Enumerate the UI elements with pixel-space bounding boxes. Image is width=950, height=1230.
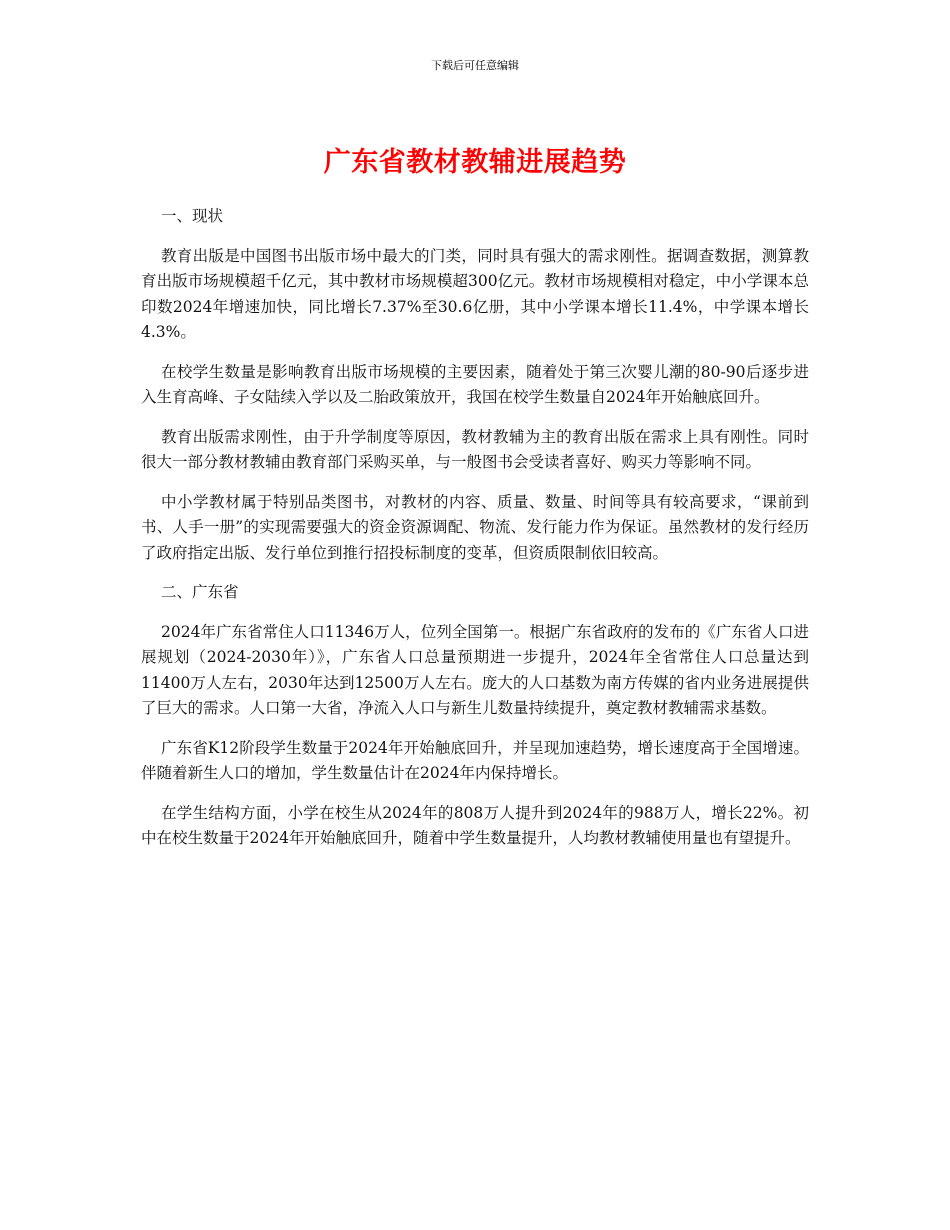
- document-body: [141, 204, 809, 866]
- section-heading-status: 一、现状: [161, 207, 224, 225]
- document-title: 广东省教材教辅进展趋势: [323, 147, 627, 178]
- paragraph: 教育出版需求刚性，由于升学制度等原因，教材教辅为主的教育出版在需求上具有刚性。同时很大一部分教材教辅由教育部门采购买单，与一般图书会受读者喜好、购买力等影响不同。: [141, 427, 809, 471]
- paragraph: 教育出版是中国图书出版市场中最大的门类，同时具有强大的需求刚性。据调查数据，测算教育出版市场规模超千亿元，其中教材市场规模超300亿元。教材市场规模相对稳定，中小学课本总印数2024年增速加快，同比增长7.37%至30.6亿册，其中小学课本增长11.4%，中学课本增长4.3%。: [141, 246, 809, 341]
- paragraph: 在学生结构方面，小学在校生从2024年的808万人提升到2024年的988万人，增长22%。初中在校生数量于2024年开始触底回升，随着中学生数量提升，人均教材教辅使用量也有望提升。: [141, 803, 809, 847]
- paragraph: 中小学教材属于特别品类图书，对教材的内容、质量、数量、时间等具有较高要求，“课前到书、人手一册”的实现需要强大的资金资源调配、物流、发行能力作为保证。虽然教材的发行经历了政府指定出版、发行单位到推行招投标制度的变革，但资质限制依旧较高。: [141, 492, 809, 562]
- section-heading-guangdong: 二、广东省: [161, 583, 239, 601]
- paragraph: 在校学生数量是影响教育出版市场规模的主要因素，随着处于第三次婴儿潮的80-90后逐步进入生育高峰、子女陆续入学以及二胎政策放开，我国在校学生数量自2024年开始触底回升。: [141, 362, 809, 406]
- header-note: 下载后可任意编辑: [431, 59, 519, 72]
- paragraph: 2024年广东省常住人口11346万人，位列全国第一。根据广东省政府的发布的《广东省人口进展规划（2024-2030年）》，广东省人口总量预期进一步提升，2024年全省常住人口总量达到11400万人左右，2030年达到12500万人左右。庞大的人口基数为南方传媒的省内业务进展提供了巨大的需求。人口第一大省，净流入人口与新生儿数量持续提升，奠定教材教辅需求基数。: [141, 622, 809, 717]
- paragraph: 广东省K12阶段学生数量于2024年开始触底回升，并呈现加速趋势，增长速度高于全国增速。伴随着新生人口的增加，学生数量估计在2024年内保持增长。: [141, 738, 809, 782]
